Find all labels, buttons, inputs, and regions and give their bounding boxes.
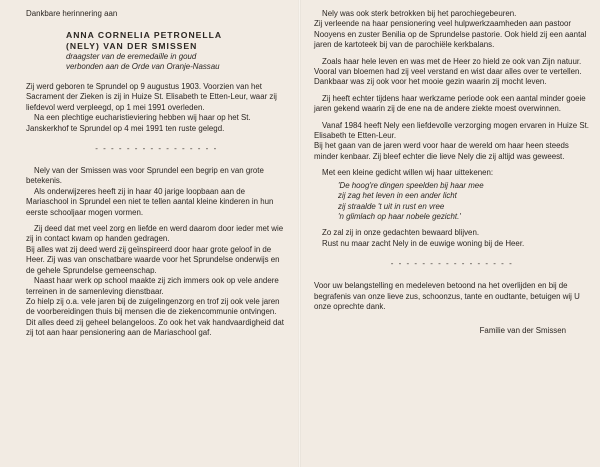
divider: - - - - - - - - - - - - - - - -: [95, 144, 218, 154]
name-block: [26, 30, 287, 72]
intro-line: Dankbare herinnering aan: [26, 9, 118, 18]
poem-line: zij straalde 't uit in rust en vree: [338, 201, 445, 211]
poem-line: 'De hoog're dingen speelden bij haar mee: [338, 180, 484, 190]
paragraph-parish: Nely was ook sterk betrokken bij het parochiegebeuren.: [322, 9, 517, 18]
poem-intro: Met een kleine gedicht willen wij haar uittekenen:: [322, 168, 494, 178]
paragraph-faith: Bij alles wat zij deed werd zij geïnspireerd door haar grote geloof in de Heer. Zij was van onschatbare waarde voor het Sprundelse onderwijs en de gehele Sprundelse gemeenschap.: [26, 244, 280, 275]
honor-line-1: draagster van de eremedaille in goud: [66, 52, 197, 61]
birth-death-paragraph: Zij werd geboren te Sprundel op 9 augustus 1903. Voorzien van het Sacrament der Zieken is zij in Huize St. Elisabeth te Etten-Leur, waar zij liefdevol werd verpleegd, op 1 mei 1991 overleden.: [26, 82, 277, 112]
right-page: [301, 0, 600, 467]
paragraph-handicraft: Dit alles deed zij geheel belangeloos. Zo ook het vak handvaardigheid dat zij tot aan haar pensionering aan de Mariaschool gaf.: [26, 317, 284, 338]
left-page: [0, 0, 299, 467]
paragraph-community: Naast haar werk op school maakte zij zich immers ook op vele andere terreinen in de samenleving dienstbaar.: [26, 276, 279, 296]
paragraph-later-years: Bij het gaan van de jaren werd voor haar de wereld om haar heen steeds minder kenbaar. Zij bleef echter die lieve Nely die zij altijd was geweest.: [314, 141, 569, 161]
paragraph-illness: Zij heeft echter tijdens haar werkzame periode ook een aantal minder goeie jaren gekend waarin zij de ene na de andere ziekte moest overwinnen.: [314, 93, 586, 114]
paragraph-helping: Zo hielp zij o.a. vele jaren bij de zuigelingenzorg en trof zij ook vele jaren de voorbereidingen thuis bij mensen die de ziekencommunie ontvingen.: [26, 296, 280, 317]
paragraph-remembrance: Zo zal zij in onze gedachten bewaard blijven.: [322, 228, 480, 238]
paragraph-teaching: Als onderwijzeres heeft zij in haar 40 jarige loopbaan aan de Mariaschool in Sprundel een niet te tellen aantal kleine kinderen in hun eerste schooljaar mogen vormen.: [26, 186, 274, 217]
honor-line-2: verbonden aan de Orde van Oranje-Nassau: [66, 62, 220, 71]
paragraph-care-home: Vanaf 1984 heeft Nely een liefdevolle verzorging mogen ervaren in Huize St. Elisabeth te Etten-Leur.: [314, 120, 589, 141]
nickname-surname: (NELY) VAN DER SMISSEN: [66, 41, 198, 51]
burial-paragraph: Na een plechtige eucharistieviering hebben wij haar op het St. Janskerkhof te Sprundel op 4 mei 1991 ten ruste gelegd.: [26, 113, 251, 133]
paragraph-nature: Zoals haar hele leven en was met de Heer zo hield ze ook van Zijn natuur. Vooral van bloemen had zij veel verstand en wist daar alles over te vertellen. Dankbaar was zij ook voor het mooie gezin waarin zij mocht leven.: [314, 56, 582, 87]
family-signature: Familie van der Smissen: [479, 326, 566, 336]
poem-line: zij zag het leven in een ander licht: [338, 191, 457, 201]
poem: [314, 181, 590, 223]
divider: - - - - - - - - - - - - - - - -: [390, 259, 514, 269]
full-name: ANNA CORNELIA PETRONELLA: [66, 30, 223, 40]
paragraph-significance: Nely van der Smissen was voor Sprundel een begrip en van grote betekenis.: [26, 166, 264, 186]
poem-line: 'n glimlach op haar nobele gezicht.': [338, 211, 461, 221]
paragraph-rest: Rust nu maar zacht Nely in de euwige woning bij de Heer.: [322, 238, 525, 248]
paragraph-care: Zij deed dat met veel zorg en liefde en werd daarom door ieder met wie zij in contact kwam op handen gedragen.: [26, 224, 284, 244]
thanks-paragraph: Voor uw belangstelling en medeleven betoond na het overlijden en bij de begrafenis van onze lieve zus, schoonzus, tante en oudtante, betuigen wij U onze oprechte dank.: [314, 281, 580, 311]
paragraph-pastorie: Zij verleende na haar pensionering veel hulpwerkzaamheden aan pastoor Nooyens en zuster Benilia op de Sprundelse pastorie. Ook hield zij een aantal jaren de kartoteek bij van de parochiële kerkbalans.: [314, 19, 587, 50]
